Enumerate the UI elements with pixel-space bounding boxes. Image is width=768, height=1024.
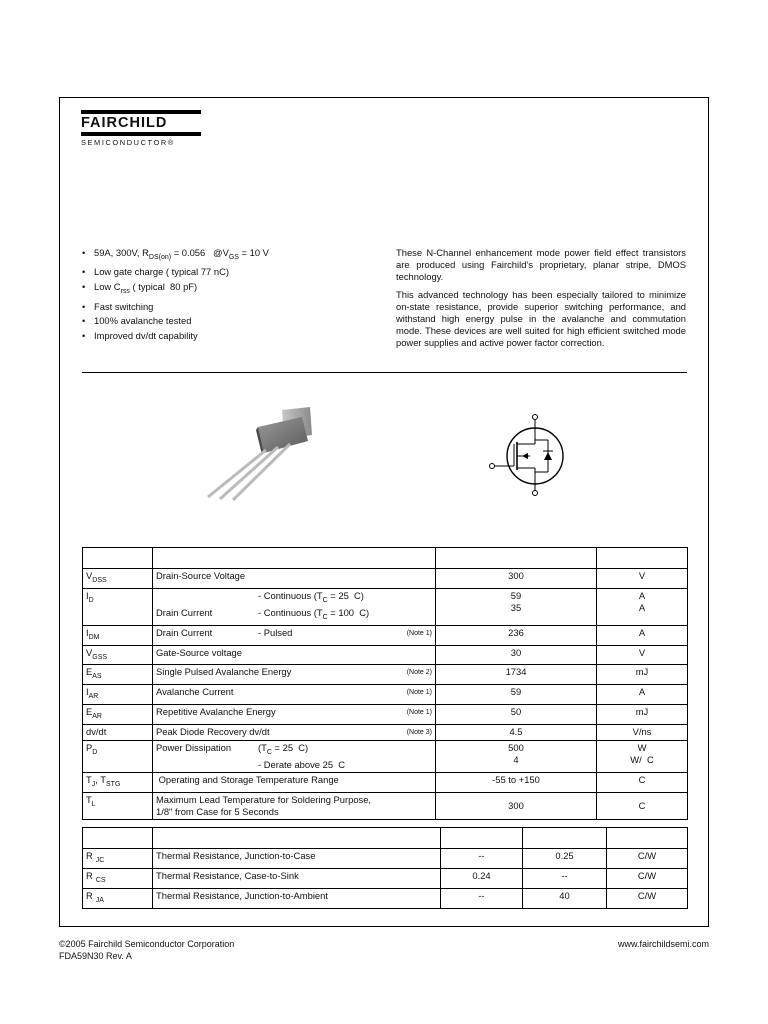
- unit-cell: V: [597, 569, 688, 589]
- table-row: [83, 685, 688, 705]
- value-cell: 300: [436, 569, 597, 589]
- parameter-cell: Avalanche Current (Note 1): [153, 685, 436, 705]
- value-cell: 50: [436, 705, 597, 725]
- value-cell: 1734: [436, 665, 597, 685]
- value-cell: 59 35: [436, 588, 597, 625]
- unit-cell: C: [597, 772, 688, 792]
- typ-cell: 0.24: [441, 868, 523, 888]
- parameter-cell: [153, 588, 436, 625]
- parameter-cell: Thermal Resistance, Junction-to-Ambient: [153, 888, 441, 908]
- feature-subscript: GS: [228, 253, 239, 261]
- ratings-table: [82, 547, 688, 820]
- description: [396, 247, 686, 355]
- thermal-table: [82, 827, 688, 909]
- symbol-cell: $E_{AS}$: [83, 665, 153, 685]
- feature-item: • Low gate charge ( typical 77 nC): [82, 265, 269, 280]
- feature-item: • Improved dv/dt capability: [82, 329, 269, 344]
- table-header-row: [83, 548, 688, 569]
- parameter-cell: Drain Current - Pulsed (Note 1): [153, 625, 436, 645]
- value-cell: 500 4: [436, 741, 597, 773]
- note-ref: (Note 2): [406, 669, 432, 677]
- value-cell: 4.5: [436, 725, 597, 741]
- logo-subtitle: SEMICONDUCTOR®: [81, 138, 175, 147]
- table-row: [83, 705, 688, 725]
- table-row: [83, 725, 688, 741]
- parameter-cell: Thermal Resistance, Case-to-Sink: [153, 868, 441, 888]
- symbol-cell: $T_J$, $T_{STG}$: [83, 772, 153, 792]
- table-row: [83, 645, 688, 665]
- logo-bar: [81, 132, 201, 136]
- feature-text: ( typical 80 pF): [129, 281, 198, 293]
- symbol-cell: $E_{AR}$: [83, 705, 153, 725]
- unit-cell: A A: [597, 588, 688, 625]
- feature-text: 59A, 300V, R: [94, 247, 149, 258]
- logo-name: FAIRCHILD: [81, 115, 168, 131]
- value-cell: 236: [436, 625, 597, 645]
- features-list: [82, 246, 269, 343]
- mosfet-symbol: [488, 414, 578, 496]
- value-cell: 59: [436, 685, 597, 705]
- unit-cell: mJ: [597, 665, 688, 685]
- symbol-cell: R $_{JC}$: [83, 849, 153, 869]
- typ-cell: --: [441, 849, 523, 869]
- footer-left: [59, 938, 234, 962]
- parameter-cell: Operating and Storage Temperature Range: [153, 772, 436, 792]
- parameter-cell: Single Pulsed Avalanche Energy (Note 2): [153, 665, 436, 685]
- table-row: [83, 625, 688, 645]
- symbol-cell: dv/dt: [83, 725, 153, 741]
- parameter-cell: Drain-Source Voltage: [153, 569, 436, 589]
- condition-block: ($T_C = 25$ C) - Derate above 25 C: [258, 742, 346, 770]
- max-cell: 0.25: [523, 849, 607, 869]
- unit-cell: C/W: [607, 849, 688, 869]
- unit-cell: A: [597, 625, 688, 645]
- table-row: [83, 741, 688, 773]
- feature-subscript: DS(on): [148, 253, 172, 261]
- parameter-cell: Repetitive Avalanche Energy (Note 1): [153, 705, 436, 725]
- table-row: [83, 868, 688, 888]
- description-paragraph: This advanced technology has been especially tailored to minimize on-state resistance, provide superior switching performance, and withstand high energy pulse in the avalanche and commutation mode. These devices are well suited for high efficient switched mode power supplies and active power factor correction.: [396, 288, 686, 349]
- table-row: [83, 588, 688, 625]
- feature-item: [82, 280, 269, 299]
- parameter-cell: Maximum Lead Temperature for Soldering Purpose, 1/8" from Case for 5 Seconds: [153, 792, 436, 819]
- footer-url[interactable]: www.fairchildsemi.com: [617, 939, 709, 949]
- copyright: ©2005 Fairchild Semiconductor Corporation: [59, 939, 235, 949]
- symbol-cell: $V_{GSS}$: [83, 645, 153, 665]
- fairchild-logo: [81, 110, 201, 147]
- revision: FDA59N30 Rev. A: [59, 951, 132, 961]
- table-header-row: [83, 828, 688, 849]
- unit-cell: C: [597, 792, 688, 819]
- unit-cell: C/W: [607, 868, 688, 888]
- value-cell: -55 to +150: [436, 772, 597, 792]
- parameter-cell: Gate-Source voltage: [153, 645, 436, 665]
- note-ref: (Note 1): [406, 689, 432, 697]
- symbol-cell: $T_L$: [83, 792, 153, 819]
- parameter-cell: Peak Diode Recovery dv/dt (Note 3): [153, 725, 436, 741]
- unit-cell: A: [597, 685, 688, 705]
- feature-item: • 100% avalanche tested: [82, 314, 269, 329]
- parameter-label: Drain Current: [156, 606, 213, 618]
- unit-cell: mJ: [597, 705, 688, 725]
- value-cell: 30: [436, 645, 597, 665]
- note-ref: (Note 3): [406, 729, 432, 736]
- max-cell: 40: [523, 888, 607, 908]
- feature-text: = 0.056 @V: [171, 247, 229, 258]
- unit-cell: V: [597, 645, 688, 665]
- symbol-cell: $I_{AR}$: [83, 685, 153, 705]
- unit-cell: V/ns: [597, 725, 688, 741]
- feature-item: [82, 246, 269, 265]
- note-ref: (Note 1): [406, 629, 432, 637]
- unit-cell: C/W: [607, 888, 688, 908]
- symbol-cell: R $_{CS}$: [83, 868, 153, 888]
- table-row: [83, 888, 688, 908]
- logo-bar: [81, 110, 201, 114]
- symbol-cell: $I_{DM}$: [83, 625, 153, 645]
- table-row: [83, 849, 688, 869]
- symbol-cell: $V_{DSS}$: [83, 569, 153, 589]
- parameter-cell: Thermal Resistance, Junction-to-Case: [153, 849, 441, 869]
- unit-cell: W W/ C: [597, 741, 688, 773]
- description-paragraph: These N-Channel enhancement mode power field effect transistors are produced using Fairchild’s proprietary, planar stripe, DMOS technology.: [396, 247, 686, 283]
- divider: [82, 372, 687, 373]
- feature-text: = 10 V: [238, 247, 269, 258]
- table-row: [83, 569, 688, 589]
- note-ref: (Note 1): [406, 709, 432, 717]
- table-row: [83, 665, 688, 685]
- parameter-cell: Power Dissipation ($T_C = 25$ C) - Derate above 25 C: [153, 741, 436, 773]
- symbol-cell: R $_{JA}$: [83, 888, 153, 908]
- typ-cell: --: [441, 888, 523, 908]
- symbol-cell: $P_D$: [83, 741, 153, 773]
- symbol-cell: $I_D$: [83, 588, 153, 625]
- table-row: [83, 772, 688, 792]
- to-3p-package-image: [200, 405, 340, 505]
- value-cell: 300: [436, 792, 597, 819]
- max-cell: --: [523, 868, 607, 888]
- feature-text: Low C: [94, 281, 121, 293]
- table-row: [83, 792, 688, 819]
- feature-subscript: rss: [120, 287, 130, 295]
- feature-item: • Fast switching: [82, 300, 269, 315]
- condition-block: - Continuous ($T_C = 25$ C) - Continuous ($T_C = 100$ C): [258, 589, 370, 621]
